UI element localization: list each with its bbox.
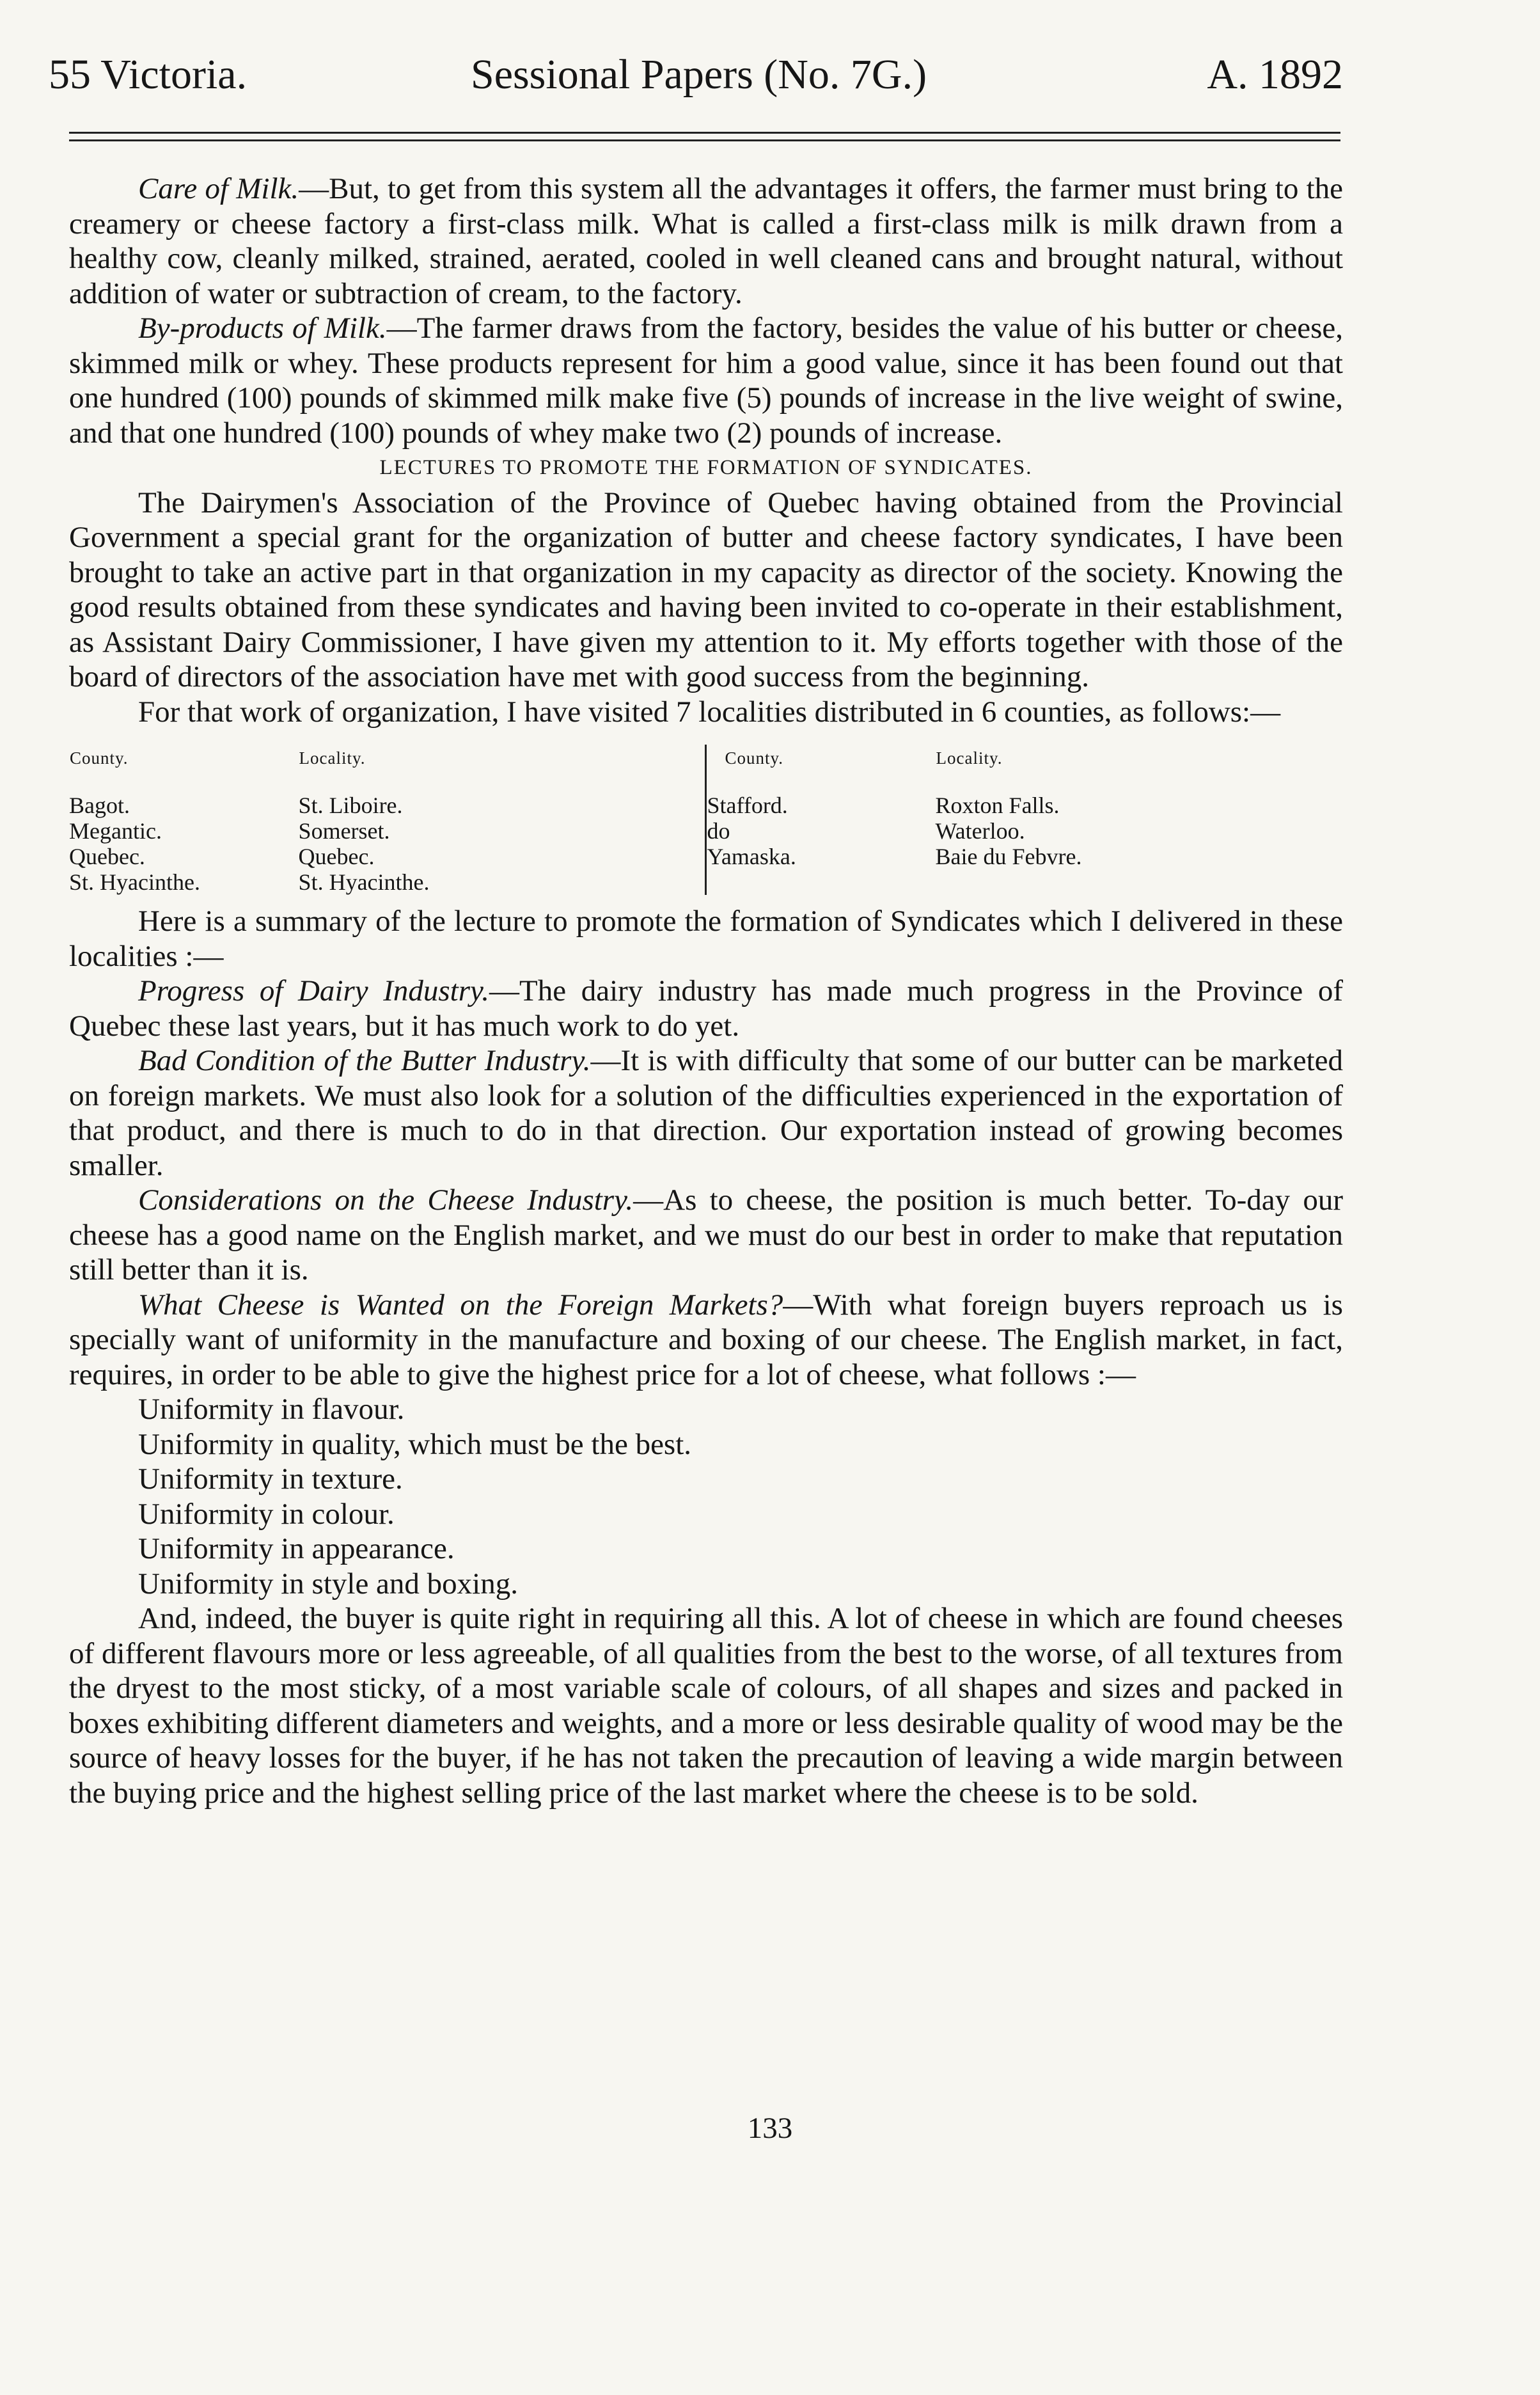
table-row — [69, 793, 1343, 818]
document-body — [69, 171, 1343, 1810]
table-header-locality: Locality. — [299, 748, 366, 768]
table-header-county: County. — [70, 748, 129, 768]
section-heading: LECTURES TO PROMOTE THE FORMATION OF SYNDICATES. — [379, 456, 1033, 479]
paragraph-summary: Here is a summary of the lecture to promote the formation of Syndicates which I delivered in these localities :— — [69, 905, 1343, 973]
table-cell-locality: Quebec. — [298, 844, 375, 869]
paragraph-considerations — [69, 1183, 1343, 1288]
paragraph-by-products — [69, 311, 1343, 450]
paragraph-progress — [69, 974, 1343, 1043]
table-row — [69, 818, 1343, 844]
list-item: Uniformity in texture. — [138, 1462, 403, 1496]
table-cell-locality: Roxton Falls. — [935, 793, 1060, 818]
page-number: 133 — [747, 2112, 793, 2145]
paragraph-text: —The dairy industry has made much progress in the Province of Quebec these last years, but it has much work to do yet. — [69, 974, 1343, 1043]
header-rule-bottom — [69, 139, 1340, 141]
list-item: Uniformity in appearance. — [138, 1532, 455, 1565]
list-item: Uniformity in style and boxing. — [138, 1567, 518, 1601]
header-paper-title: Sessional Papers (No. 7G.) — [471, 51, 927, 98]
table-row — [69, 844, 1343, 869]
paragraph-text: —As to cheese, the position is much better. To-day our cheese has a good name on the English market, and we must do our best in order to make that reputation still better than it is. — [69, 1183, 1343, 1286]
paragraph-text: —With what foreign buyers reproach us is specially want of uniformity in the manufacture and boxing of our cheese. The English market, in fact, requires, in order to be able to give the highest price for a lot of cheese, what follows :— — [69, 1288, 1343, 1391]
table-header-county: County. — [706, 745, 936, 793]
paragraph-intro: The Dairymen's Association of the Province of Quebec having obtained from the Provincial Government a special grant for the organization of butter and cheese factory syndicates, I have been brought to take an active part in that organization in my capacity as director of the society. Knowing the good results obtained from these syndicates and having been invited to co-operate in their establishment, as Assistant Dairy Commissioner, I have given my attention to it. My efforts together with those of the board of directors of the association have met with good success from the beginning. — [69, 486, 1343, 693]
paragraph-what-cheese — [69, 1288, 1343, 1393]
list-item: Uniformity in colour. — [138, 1497, 395, 1531]
paragraph-visits: For that work of organization, I have visited 7 localities distributed in 6 counties, as follows:— — [138, 695, 1281, 729]
header-year: A. 1892 — [1207, 51, 1343, 98]
table-cell-county: Stafford. — [706, 793, 936, 818]
table-cell-locality: St. Hyacinthe. — [298, 869, 430, 895]
localities-table — [69, 745, 1343, 895]
run-in-title: Considerations on the Cheese Industry. — [138, 1183, 634, 1217]
table-cell-county: Yamaska. — [706, 844, 936, 869]
paragraph-text: —It is with difficulty that some of our butter can be marketed on foreign markets. We must also look for a solution of the difficulties experienced in the exportation of that product, and there is much to do in that direction. Our exportation instead of growing becomes smaller. — [69, 1044, 1344, 1182]
paragraph-text: —But, to get from this system all the advantages it offers, the farmer must bring to the creamery or cheese factory a first-class milk. What is called a first-class milk is milk drawn from a healthy cow, cleanly milked, strained, aerated, cooled in well cleaned cans and brought natural, without addition of water or subtraction of cream, to the factory. — [69, 172, 1343, 310]
list-item: Uniformity in quality, which must be the best. — [138, 1427, 692, 1461]
table-cell-locality: Somerset. — [298, 818, 390, 844]
run-in-title: By-products of Milk. — [138, 312, 387, 345]
run-in-title: Progress of Dairy Industry. — [138, 974, 490, 1008]
header-session: 55 Victoria. — [49, 51, 248, 98]
table-cell-locality: Waterloo. — [935, 818, 1025, 844]
header-rule-top — [69, 132, 1340, 134]
run-in-title: What Cheese is Wanted on the Foreign Markets? — [138, 1288, 783, 1322]
paragraph-care-of-milk — [69, 171, 1343, 311]
table-cell-county: Bagot. — [69, 793, 130, 818]
running-header — [49, 46, 1343, 104]
paragraph-text: —The farmer draws from the factory, besides the value of his butter or cheese, skimmed milk or whey. These products represent for him a good value, since it has been found out that one hundred (100) pounds of skimmed milk make five (5) pounds of increase in the live weight of swine, and that one hundred (100) pounds of whey make two (2) pounds of increase. — [69, 312, 1343, 450]
run-in-title: Bad Condition of the Butter Industry. — [138, 1044, 591, 1077]
table-cell-county: St. Hyacinthe. — [69, 869, 200, 895]
table-cell-locality: Baie du Febvre. — [935, 844, 1082, 869]
paragraph-closing: And, indeed, the buyer is quite right in requiring all this. A lot of cheese in which are found cheeses of different flavours more or less agreeable, of all qualities from the best to the worse, of all textures from the dryest to the most sticky, of a most variable scale of colours, of all shapes and sizes and packed in boxes exhibiting different diameters and weights, and a more or less desirable quality of wood may be the source of heavy losses for the buyer, if he has not taken the precaution of leaving a wide margin between the buying price and the highest selling price of the last market where the cheese is to be sold. — [69, 1602, 1343, 1810]
table-cell-county: do — [706, 818, 936, 844]
run-in-title: Care of Milk. — [138, 172, 299, 205]
table-cell-empty — [706, 869, 936, 895]
table-cell-empty — [936, 869, 1343, 895]
table-cell-county: Megantic. — [69, 818, 162, 844]
list-item: Uniformity in flavour. — [138, 1393, 405, 1426]
table-cell-locality: St. Liboire. — [298, 793, 403, 818]
table-row — [69, 869, 1343, 895]
paragraph-bad-condition — [69, 1043, 1343, 1183]
table-cell-county: Quebec. — [69, 844, 145, 869]
table-header-locality: Locality. — [936, 748, 1003, 768]
